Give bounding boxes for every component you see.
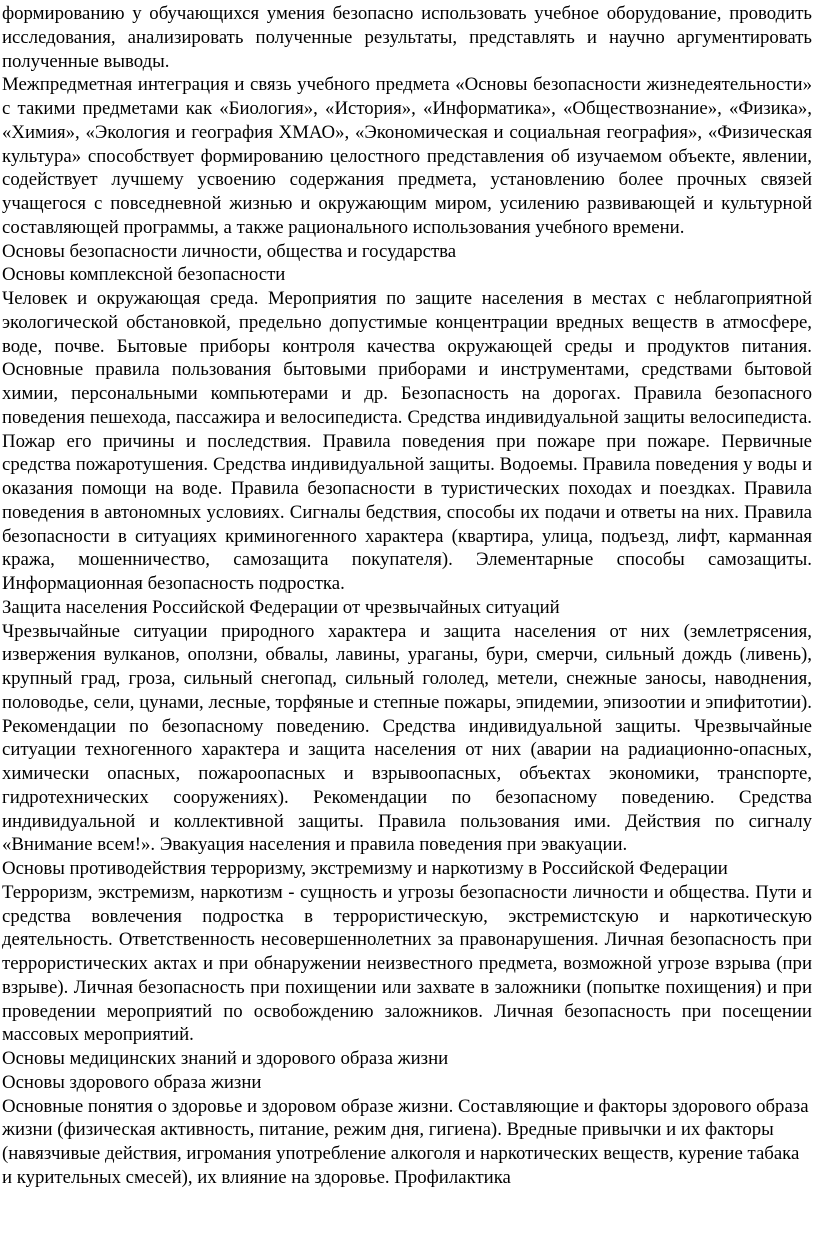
section-heading-medical-knowledge: Основы медицинских знаний и здорового образа жизни xyxy=(2,1048,449,1069)
paragraph-health-concepts: Основные понятия о здоровье и здоровом образе жизни. Составляющие и факторы здорового образа жизни (физическая активность, питание, режим дня, гигиена). Вредные привычки и их факторы (навязчивые действия, игромания употребление алкоголя и наркотических веществ, курение табака и курительных смесей), их влияние на здоровье. Профилактика xyxy=(2,1095,809,1188)
section-heading-counter-terrorism: Основы противодействия терроризму, экстремизму и наркотизму в Российской Федерации xyxy=(2,858,728,879)
section-heading-healthy-lifestyle: Основы здорового образа жизни xyxy=(2,1071,262,1093)
paragraph-emergency-situations: Чрезвычайные ситуации природного характера и защита населения от них (землетрясения, извержения вулканов, оползни, обвалы, лавины, ураганы, бури, смерчи, сильный дождь (ливень), крупный град, гроза, сильный снегопад, сильный гололед, метели, снежные заносы, наводнения, половодье, сели, цунами, лесные, торфяные и степные пожары, эпидемии, эпизоотии и эпифитотии). Рекомендации по безопасному поведению. Средства индивидуальной защиты. Чрезвычайные ситуации техногенного характера и защита населения от них (аварии на радиационно-опасных, химически опасных, пожароопасных и взрывоопасных, объектах экономики, транспорте, гидротехнических сооружениях). Рекомендации по безопасному поведению. Средства индивидуальной и коллективной защиты. Правила пользования ими. Действия по сигналу «Внимание всем!». Эвакуация населения и правила поведения при эвакуации. xyxy=(2,620,812,856)
paragraph-intro-continuation: формированию у обучающихся умения безопасно использовать учебное оборудование, проводить исследования, анализировать полученные результаты, представлять и научно аргументировать полученные выводы. xyxy=(2,3,812,72)
paragraph-interdisciplinary-integration: Межпредметная интеграция и связь учебного предмета «Основы безопасности жизнедеятельности» с такими предметами как «Биология», «История», «Информатика», «Обществознание», «Физика», «Химия», «Экология и география ХМАО», «Экономическая и социальная география», «Физическая культура» способствует формированию целостного представления об изучаемом объекте, явлении, содействует лучшему усвоению содержания предмета, установлению более прочных связей учащегося с повседневной жизнью и окружающим миром, усилению развивающей и культурной составляющей программы, а также рационального использования учебного времени. xyxy=(2,74,812,238)
paragraph-terrorism-extremism: Терроризм, экстремизм, наркотизм - сущность и угрозы безопасности личности и общества. Пути и средства вовлечения подростка в террористическую, экстремистскую и наркотическую деятельность. Ответственность несовершеннолетних за правонарушения. Личная безопасность при террористических актах и при обнаружении неизвестного предмета, возможной угрозе взрыва (при взрыве). Личная безопасность при похищении или захвате в заложники (попытке похищения) и при проведении мероприятий по освобождению заложников. Личная безопасность при посещении массовых мероприятий. xyxy=(2,881,812,1046)
section-heading-comprehensive-security: Основы комплексной безопасности xyxy=(2,264,286,286)
paragraph-human-environment: Человек и окружающая среда. Мероприятия по защите населения в местах с неблагоприятной экологической обстановкой, предельно допустимые концентрации вредных веществ в атмосфере, воде, почве. Бытовые приборы контроля качества окружающей среды и продуктов питания. Основные правила пользования бытовыми приборами и инструментами, средствами бытовой химии, персональными компьютерами и др. Безопасность на дорогах. Правила безопасного поведения пешехода, пассажира и велосипедиста. Средства индивидуальной защиты велосипедиста. Пожар его причины и последствия. Правила поведения при пожаре при пожаре. Первичные средства пожаротушения. Средства индивидуальной защиты. Водоемы. Правила поведения у воды и оказания помощи на воде. Правила безопасности в туристических походах и поездках. Правила поведения в автономных условиях. Сигналы бедствия, способы их подачи и ответы на них. Правила безопасности в ситуациях криминогенного характера (квартира, улица, подъезд, лифт, карманная кража, мошенничество, самозащита покупателя). Элементарные способы самозащиты. Информационная безопасность подростка. xyxy=(2,288,812,594)
section-heading-emergency-protection: Защита населения Российской Федерации от чрезвычайных ситуаций xyxy=(2,596,560,618)
section-heading-security-foundations: Основы безопасности личности, общества и государства xyxy=(2,240,457,262)
